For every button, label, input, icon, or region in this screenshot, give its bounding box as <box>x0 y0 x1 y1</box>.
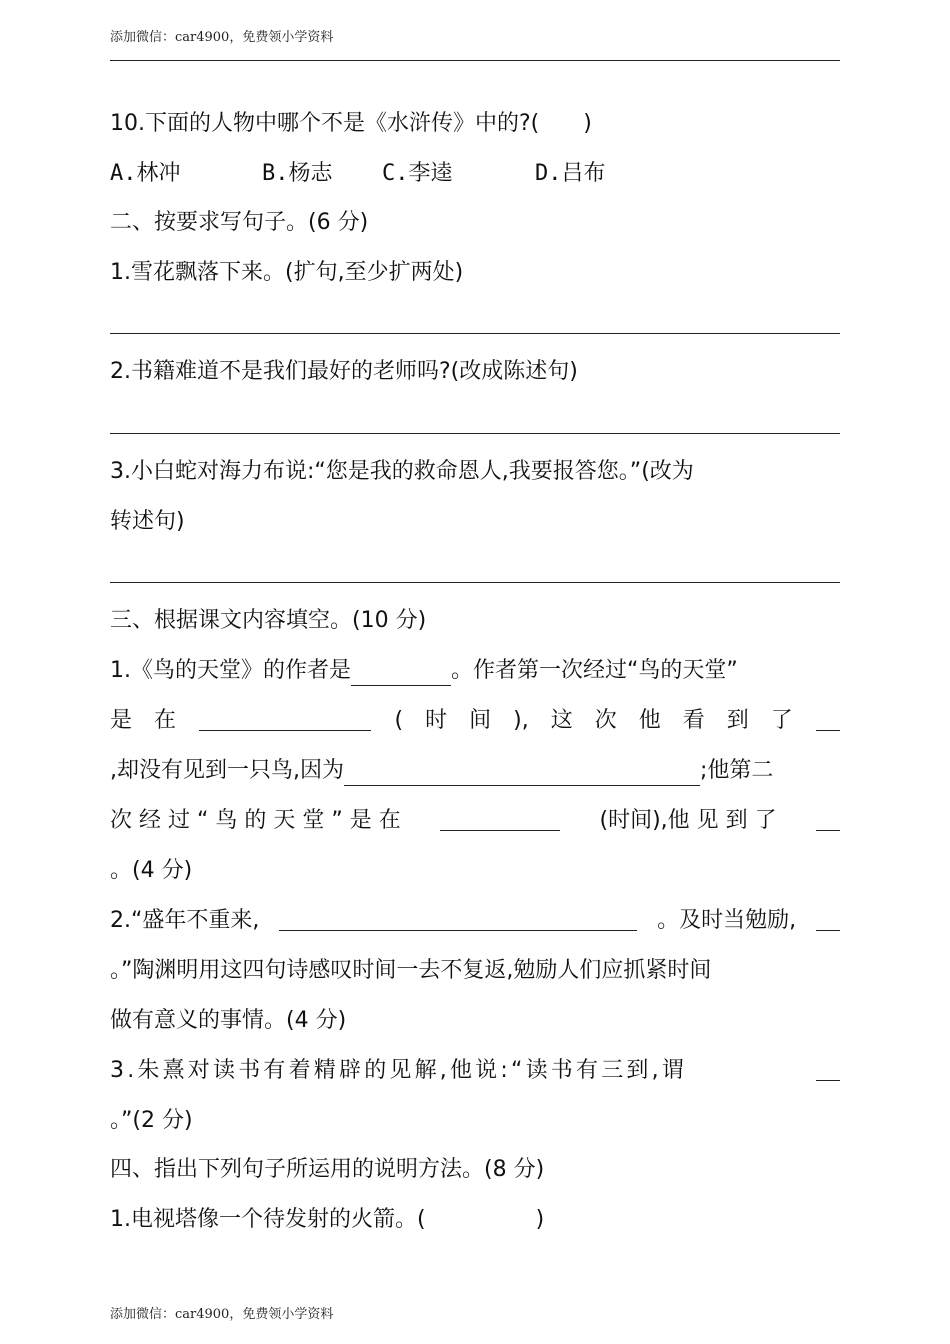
q10-option-c: C.李逵 <box>382 161 453 186</box>
s3-q2-line1-a: 2.“盛年不重来, <box>110 908 260 933</box>
q10-option-d: D.吕布 <box>535 161 606 186</box>
s3-q1-line5: 。(4 分) <box>110 858 193 883</box>
blank-poem-1 <box>279 906 637 931</box>
blank-reason <box>344 761 700 786</box>
blank-zhuxi <box>816 1056 840 1081</box>
blank-poem-2 <box>816 906 840 931</box>
section2-title: 二、按要求写句子。(6 分) <box>110 210 369 235</box>
blank-first-saw <box>816 706 840 731</box>
s3-q2-line2: 。”陶渊明用这四句诗感叹时间一去不复返,勉励人们应抓紧时间 <box>110 958 712 983</box>
s3-q3-line1-text: 3.朱熹对读书有着精辟的见解,他说:“读书有三到,谓 <box>110 1058 687 1083</box>
section4-title: 四、指出下列句子所运用的说明方法。(8 分) <box>110 1157 545 1182</box>
answer-line-3 <box>110 582 840 583</box>
s3-q1-line3 <box>110 756 773 786</box>
s3-q1-line1 <box>110 656 738 686</box>
section3-title: 三、根据课文内容填空。(10 分) <box>110 608 427 633</box>
q10-question: 10.下面的人物中哪个不是《水浒传》中的?( ) <box>110 111 592 136</box>
s3-q1-line4-b: (时间),他 见 到 了 <box>599 808 777 833</box>
answer-line-1 <box>110 333 840 334</box>
footer-watermark: 添加微信：car4900，免费领小学资料 <box>110 1307 334 1322</box>
blank-first-time <box>199 706 371 731</box>
s3-q1-line4 <box>110 806 840 836</box>
s3-q1-line2-b: ( 时 间 ), 这 次 他 看 到 了 <box>394 708 793 733</box>
section2-item-3-cont: 转述句) <box>110 509 185 534</box>
answer-line-2 <box>110 433 840 434</box>
s3-q2-line3: 做有意义的事情。(4 分) <box>110 1008 347 1033</box>
section2-item-1: 1.雪花飘落下来。(扩句,至少扩两处) <box>110 260 464 285</box>
s3-q1-line2-a: 是 在 <box>110 708 177 733</box>
blank-second-saw <box>816 806 840 831</box>
header-watermark: 添加微信：car4900，免费领小学资料 <box>110 30 334 45</box>
s3-q3-line2: 。”(2 分) <box>110 1108 193 1133</box>
section2-item-3 <box>110 457 840 487</box>
s3-q1-line3-b: ;他第二 <box>700 758 774 783</box>
s3-q1-line4-a: 次 经 过 “ 鸟 的 天 堂 ” 是 在 <box>110 808 401 833</box>
s3-q1-line1-b: 。作者第一次经过“鸟的天堂” <box>451 658 738 683</box>
header-rule <box>110 60 840 61</box>
blank-author <box>351 661 451 686</box>
q10-option-a: A.林冲 <box>110 161 181 186</box>
section2-item-2: 2.书籍难道不是我们最好的老师吗?(改成陈述句) <box>110 359 578 384</box>
s3-q1-line3-a: ,却没有见到一只鸟,因为 <box>110 758 344 783</box>
s3-q1-line1-a: 1.《鸟的天堂》的作者是 <box>110 658 351 683</box>
s3-q3-line1 <box>110 1056 840 1086</box>
s3-q2-line1-b: 。及时当勉励, <box>657 908 797 933</box>
s3-q2-line1 <box>110 906 840 936</box>
blank-second-time <box>440 806 560 831</box>
q10-option-b: B.杨志 <box>262 161 333 186</box>
section2-item-3-text: 3.小白蛇对海力布说:“您是我的救命恩人,我要报答您。”(改为 <box>110 459 694 484</box>
section4-item-1: 1.电视塔像一个待发射的火箭。( ) <box>110 1207 545 1232</box>
s3-q1-line2 <box>110 706 840 736</box>
